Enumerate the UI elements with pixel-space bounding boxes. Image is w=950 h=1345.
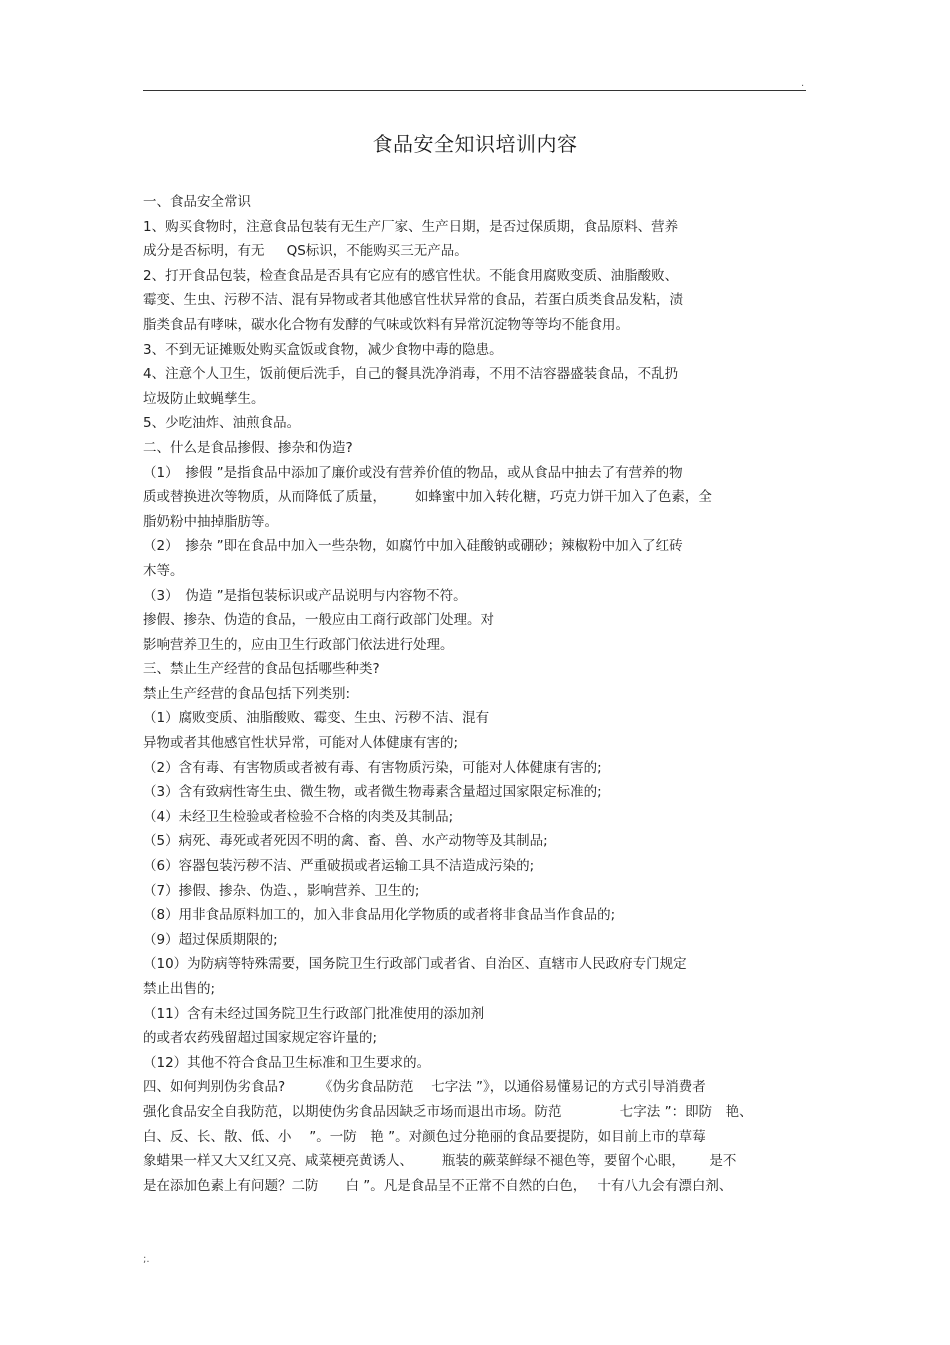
text-line: 是在添加色素上有问题？二防 白 ”。凡是食品呈不正常不自然的白色， 十有八九会有漂白剂、 bbox=[143, 1177, 733, 1194]
text-line: 木等。 bbox=[143, 562, 184, 579]
text-line: 霉变、生虫、污秽不洁、混有异物或者其他感官性状异常的食品，若蛋白质类食品发粘，渍 bbox=[143, 292, 683, 309]
text-line: 强化食品安全自我防范，以期使伪劣食品因缺乏市场而退出市场。防范 七字法 ”：即防 艳、 bbox=[143, 1103, 753, 1120]
text-line: （12）其他不符合食品卫生标准和卫生要求的。 bbox=[143, 1054, 431, 1071]
document-title: 食品安全知识培训内容 bbox=[372, 132, 578, 156]
text-line: （3） 伪造 ”是指包装标识或产品说明与内容物不符。 bbox=[143, 587, 467, 604]
text-line: （1） 掺假 ”是指食品中添加了廉价或没有营养价值的物品，或从食品中抽去了有营养的物 bbox=[143, 464, 683, 481]
text-line: （4）未经卫生检验或者检验不合格的肉类及其制品; bbox=[143, 808, 454, 825]
text-line: （11）含有未经过国务院卫生行政部门批准使用的添加剂 bbox=[143, 1005, 485, 1022]
text-line: 2、打开食品包装，检查食品是否具有它应有的感官性状。不能食用腐败变质、油脂酸败、 bbox=[143, 267, 679, 284]
text-line: 1、购买食物时，注意食品包装有无生产厂家、生产日期，是否过保质期，食品原料、营养 bbox=[143, 218, 679, 235]
text-line: 成分是否标明，有无 QS标识，不能购买三无产品。 bbox=[143, 243, 468, 260]
text-line: 影响营养卫生的，应由卫生行政部门依法进行处理。 bbox=[143, 636, 454, 653]
text-line: 三、禁止生产经营的食品包括哪些种类? bbox=[143, 661, 380, 678]
text-line: 一、食品安全常识 bbox=[143, 194, 251, 210]
text-line: 脂类食品有哮味，碳水化合物有发酵的气味或饮料有异常沉淀物等等均不能食用。 bbox=[143, 316, 629, 333]
text-line: 掺假、掺杂、伪造的食品，一般应由工商行政部门处理。对 bbox=[143, 612, 494, 629]
document-body bbox=[143, 190, 813, 1198]
text-line: 的或者农药残留超过国家规定容许量的; bbox=[143, 1030, 378, 1047]
text-line: 脂奶粉中抽掉脂肪等。 bbox=[143, 513, 278, 530]
text-line: 二、什么是食品掺假、掺杂和伪造? bbox=[143, 439, 353, 456]
header-rule bbox=[143, 90, 806, 91]
text-line: 4、注意个人卫生，饭前便后洗手，自己的餐具洗净消毒，不用不洁容器盛装食品，不乱扔 bbox=[143, 366, 679, 383]
text-line: （3）含有致病性寄生虫、微生物，或者微生物毒素含量超过国家限定标准的; bbox=[143, 784, 602, 801]
text-line: （5）病死、毒死或者死因不明的禽、畜、兽、水产动物等及其制品; bbox=[143, 833, 548, 850]
text-line: （2） 掺杂 ”即在食品中加入一些杂物，如腐竹中加入硅酸钠或硼砂；辣椒粉中加入了红砖 bbox=[143, 538, 683, 555]
text-line: （8）用非食品原料加工的，加入非食品用化学物质的或者将非食品当作食品的; bbox=[143, 907, 616, 924]
text-line: （1）腐败变质、油脂酸败、霉变、生虫、污秽不洁、混有 bbox=[143, 710, 490, 727]
text-line: 白、反、长、散、低、小 ”。一防 艳 ”。对颜色过分艳丽的食品要提防，如目前上市的草莓 bbox=[143, 1128, 706, 1145]
text-line: 禁止出售的; bbox=[143, 981, 216, 997]
text-line: 质或替换进次等物质，从而降低了质量， 如蜂蜜中加入转化糖，巧克力饼干加入了色素，全 bbox=[143, 489, 712, 506]
text-line: （7）掺假、掺杂、伪造、，影响营养、卫生的; bbox=[143, 882, 420, 899]
text-line: 异物或者其他感官性状异常，可能对人体健康有害的; bbox=[143, 735, 459, 752]
text-line: （6）容器包装污秽不洁、严重破损或者运输工具不洁造成污染的; bbox=[143, 858, 535, 875]
text-line: 象蜡果一样又大又红又亮、咸菜梗亮黄诱人、 瓶装的蕨菜鲜绿不褪色等，要留个心眼， 是不 bbox=[143, 1153, 737, 1170]
footer-mark: ;. bbox=[143, 1254, 150, 1265]
text-line: 四、如何判别伪劣食品? 《伪劣食品防范 七字法 ”》，以通俗易懂易记的方式引导消费者 bbox=[143, 1079, 706, 1096]
text-line: （10）为防病等特殊需要，国务院卫生行政部门或者省、自治区、直辖市人民政府专门规定 bbox=[143, 956, 687, 973]
text-line: 垃圾防止蚊蝇孳生。 bbox=[143, 390, 265, 407]
text-line: （9）超过保质期限的; bbox=[143, 931, 278, 948]
header-mark: . bbox=[801, 78, 805, 89]
text-line: 3、不到无证摊贩处购买盒饭或食物，减少食物中毒的隐患。 bbox=[143, 341, 503, 358]
text-line: 5、少吃油炸、油煎食品。 bbox=[143, 415, 301, 432]
text-line: （2）含有毒、有害物质或者被有毒、有害物质污染，可能对人体健康有害的; bbox=[143, 759, 602, 776]
text-line: 禁止生产经营的食品包括下列类别: bbox=[143, 685, 351, 702]
